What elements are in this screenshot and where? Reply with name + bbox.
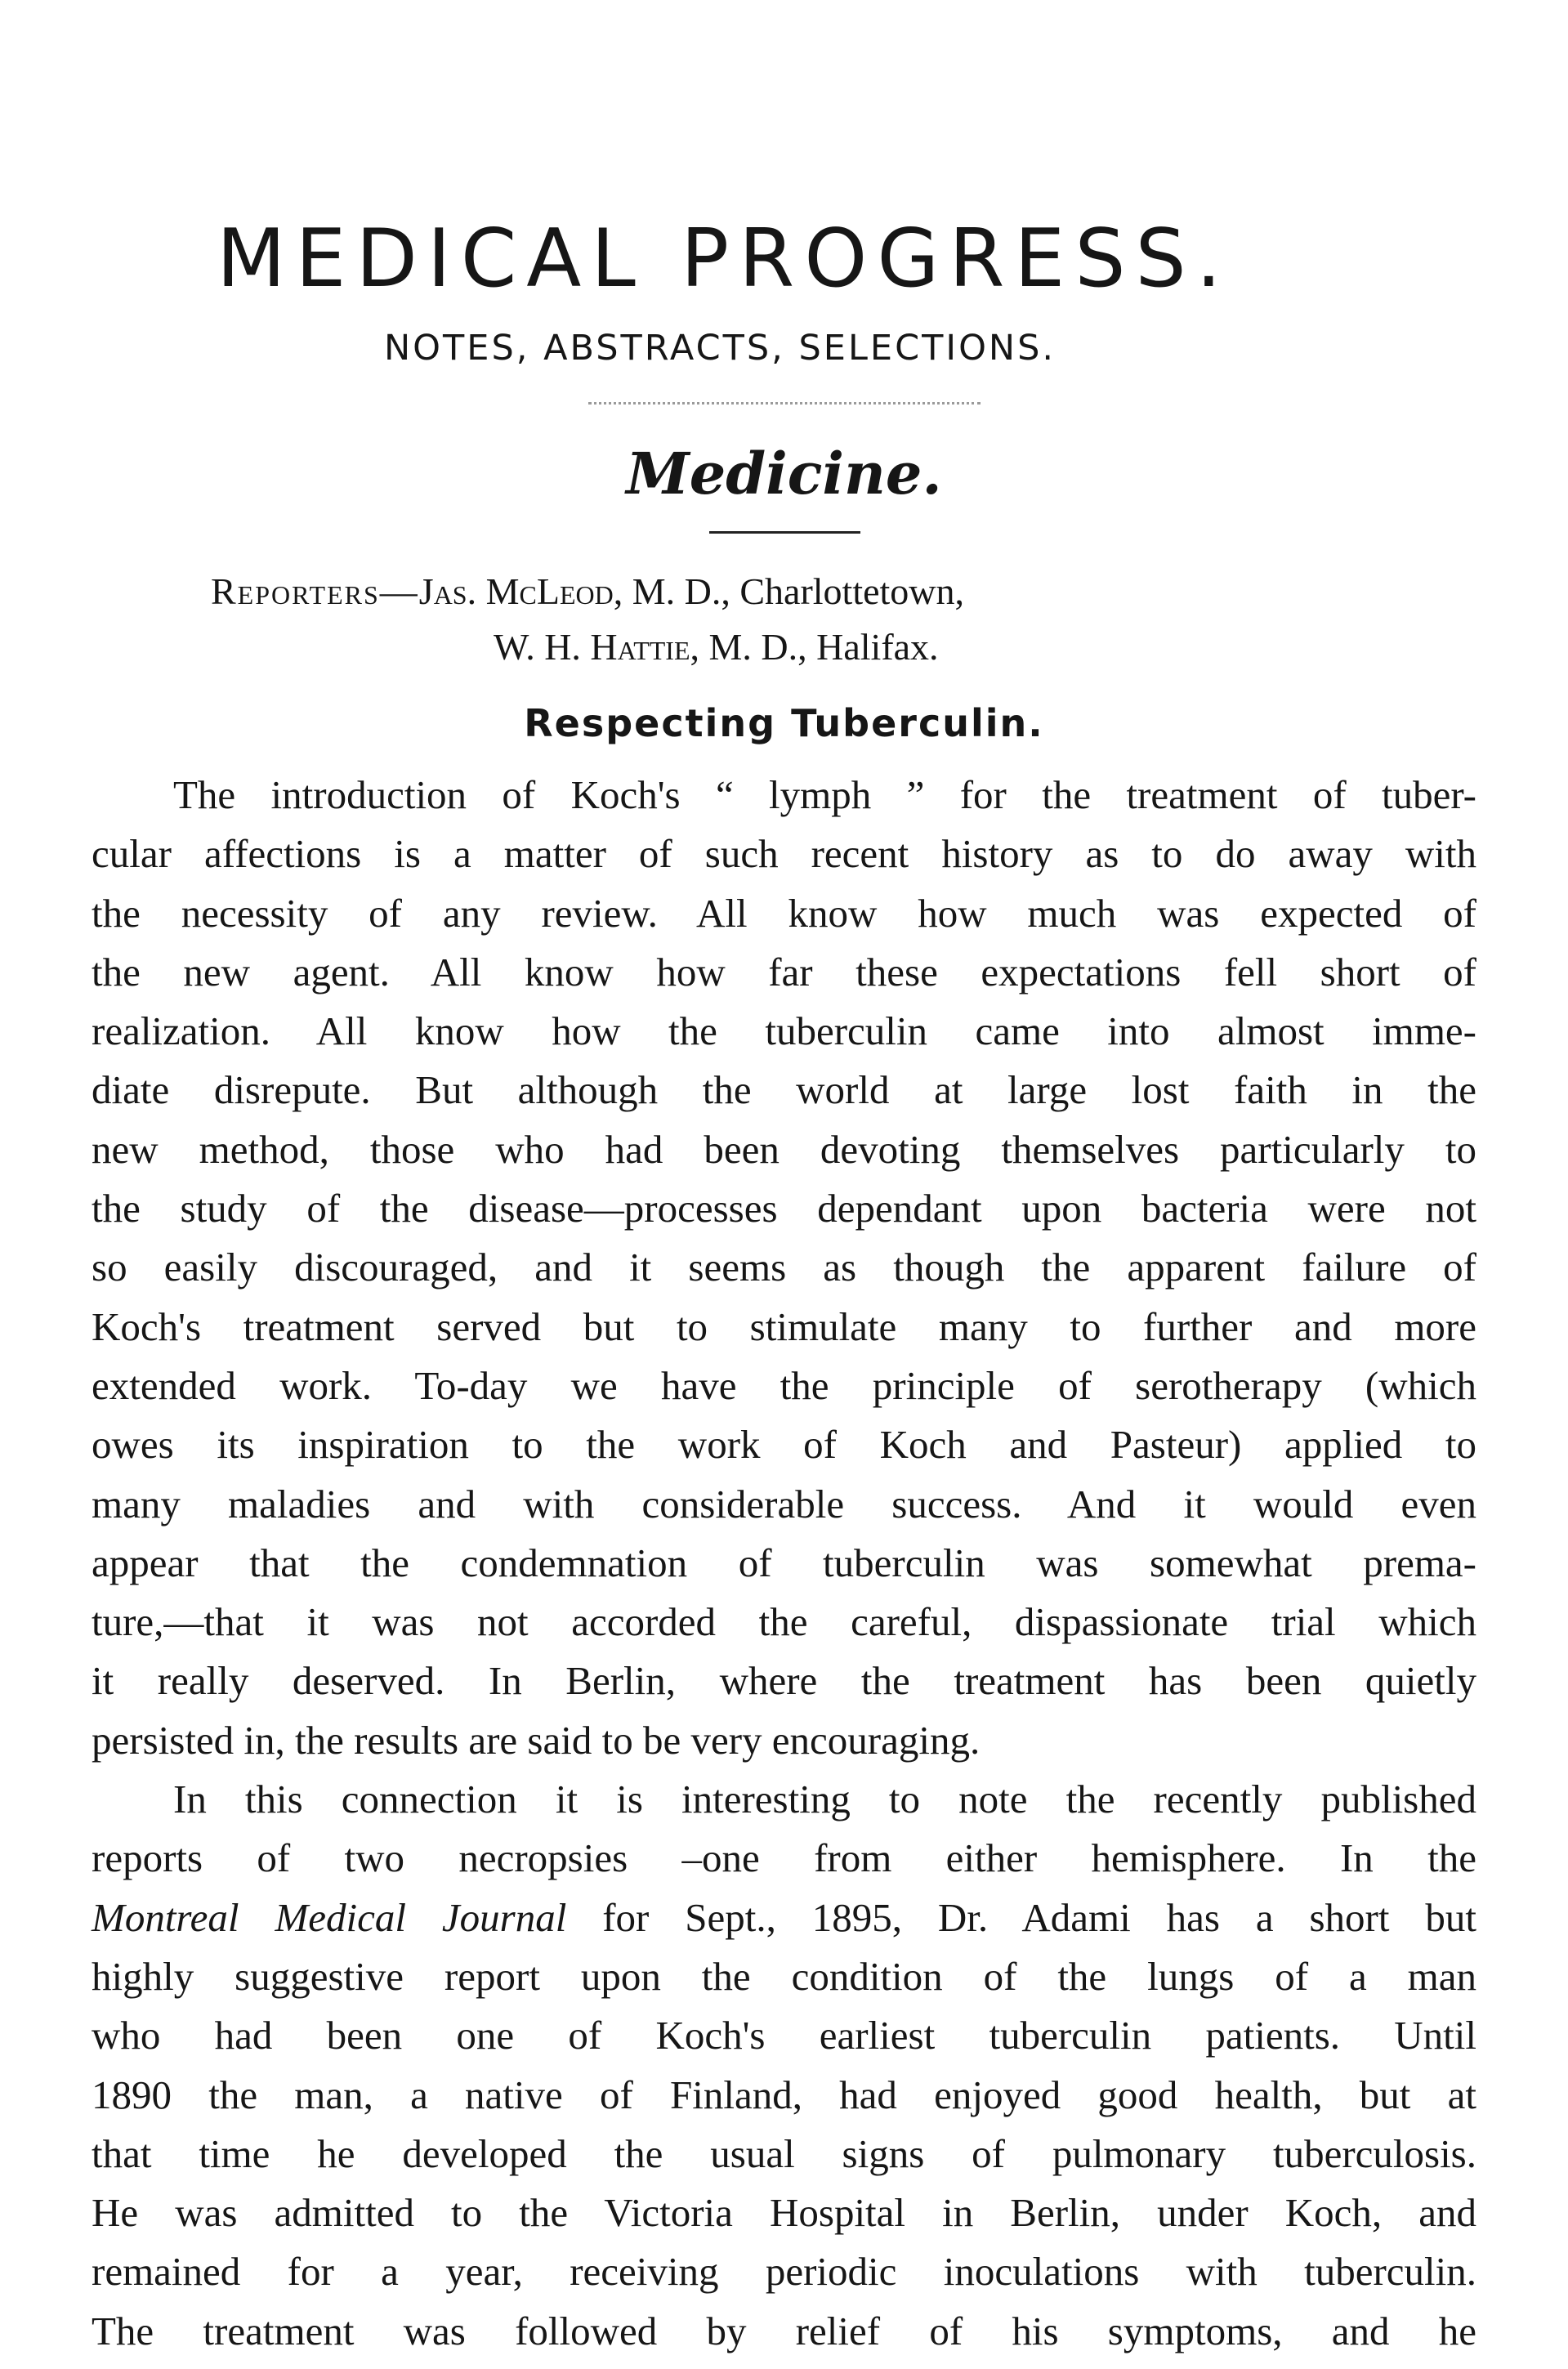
reporter-2-details: , M. D., Halifax. — [690, 626, 939, 668]
reporter-line-2 — [211, 619, 964, 675]
body-line — [92, 1888, 1476, 1947]
body-line: Koch's treatment served but to stimulate many to further and more — [92, 1303, 1476, 1349]
body-line: new method, those who had been devoting themselves particularly to — [92, 1126, 1476, 1172]
article-title: Respecting Tuberculin. — [524, 701, 1044, 745]
body-line: that time he developed the usual signs of pulmonary tuberculosis. — [92, 2130, 1476, 2176]
reporters-label: Reporters— — [211, 570, 419, 612]
body-line: owes its inspiration to the work of Koch and Pasteur) applied to — [92, 1422, 1476, 1468]
reporter-line-1 — [211, 564, 964, 619]
reporter-1-details: , M. D., Charlottetown, — [613, 570, 965, 612]
body-line: ture,—that it was not accorded the careful, dispassionate trial which — [92, 1599, 1476, 1645]
body-line: many maladies and with considerable success. And it would even — [92, 1481, 1476, 1526]
body-line: appear that the condemnation of tuberculin was somewhat prema- — [92, 1540, 1476, 1585]
journal-section-title: MEDICAL PROGRESS. — [217, 212, 1231, 306]
section-subtitle: NOTES, ABSTRACTS, SELECTIONS. — [384, 328, 1057, 369]
body-line: The introduction of Koch's “ lymph ” for the treatment of tuber- — [173, 772, 1476, 817]
body-line: the new agent. All know how far these expectations fell short of — [92, 949, 1476, 995]
body-line: the necessity of any review. All know how much was expected of — [92, 890, 1476, 936]
body-line: extended work. To-day we have the principle of serotherapy (which — [92, 1362, 1476, 1408]
heading-rule — [709, 531, 860, 534]
body-line: reports of two necropsies –one from either hemisphere. In the — [92, 1835, 1476, 1881]
body-line: cular affections is a matter of such recent history as to do away with — [92, 831, 1476, 877]
body-line: remained for a year, receiving periodic inoculations with tuberculin. — [92, 2249, 1476, 2295]
article-body — [92, 766, 1476, 2361]
subsection-heading: Medicine. — [626, 440, 942, 507]
body-line: who had been one of Koch's earliest tuberculin patients. Until — [92, 2013, 1476, 2058]
dotted-divider — [588, 402, 981, 405]
body-line: realization. All know how the tuberculin came into almost imme- — [92, 1008, 1476, 1054]
body-line: The treatment was followed by relief of his symptoms, and he — [92, 2308, 1476, 2353]
body-line: persisted in, the results are said to be very encouraging. — [92, 1717, 981, 1763]
body-line: so easily discouraged, and it seems as though the apparent failure of — [92, 1245, 1476, 1290]
body-line: the study of the disease—processes dependant upon bacteria were not — [92, 1186, 1476, 1231]
body-line: 1890 the man, a native of Finland, had enjoyed good health, but at — [92, 2072, 1476, 2117]
journal-name: Montreal Medical Journal — [92, 1894, 567, 1940]
reporter-2-name: W. H. Hattie — [494, 626, 690, 668]
body-line: He was admitted to the Victoria Hospital in Berlin, under Koch, and — [92, 2190, 1476, 2236]
body-line: diate disrepute. But although the world at large lost faith in the — [92, 1067, 1476, 1113]
body-line: it really deserved. In Berlin, where the treatment has been quietly — [92, 1658, 1476, 1704]
body-line-text: for Sept., 1895, Dr. Adami has a short but — [566, 1894, 1476, 1940]
body-line: highly suggestive report upon the condition of the lungs of a man — [92, 1953, 1476, 1999]
reporters-block — [211, 564, 964, 675]
body-line: In this connection it is interesting to note the recently published — [173, 1777, 1476, 1822]
reporter-1-name: Jas. McLeod — [418, 570, 614, 612]
